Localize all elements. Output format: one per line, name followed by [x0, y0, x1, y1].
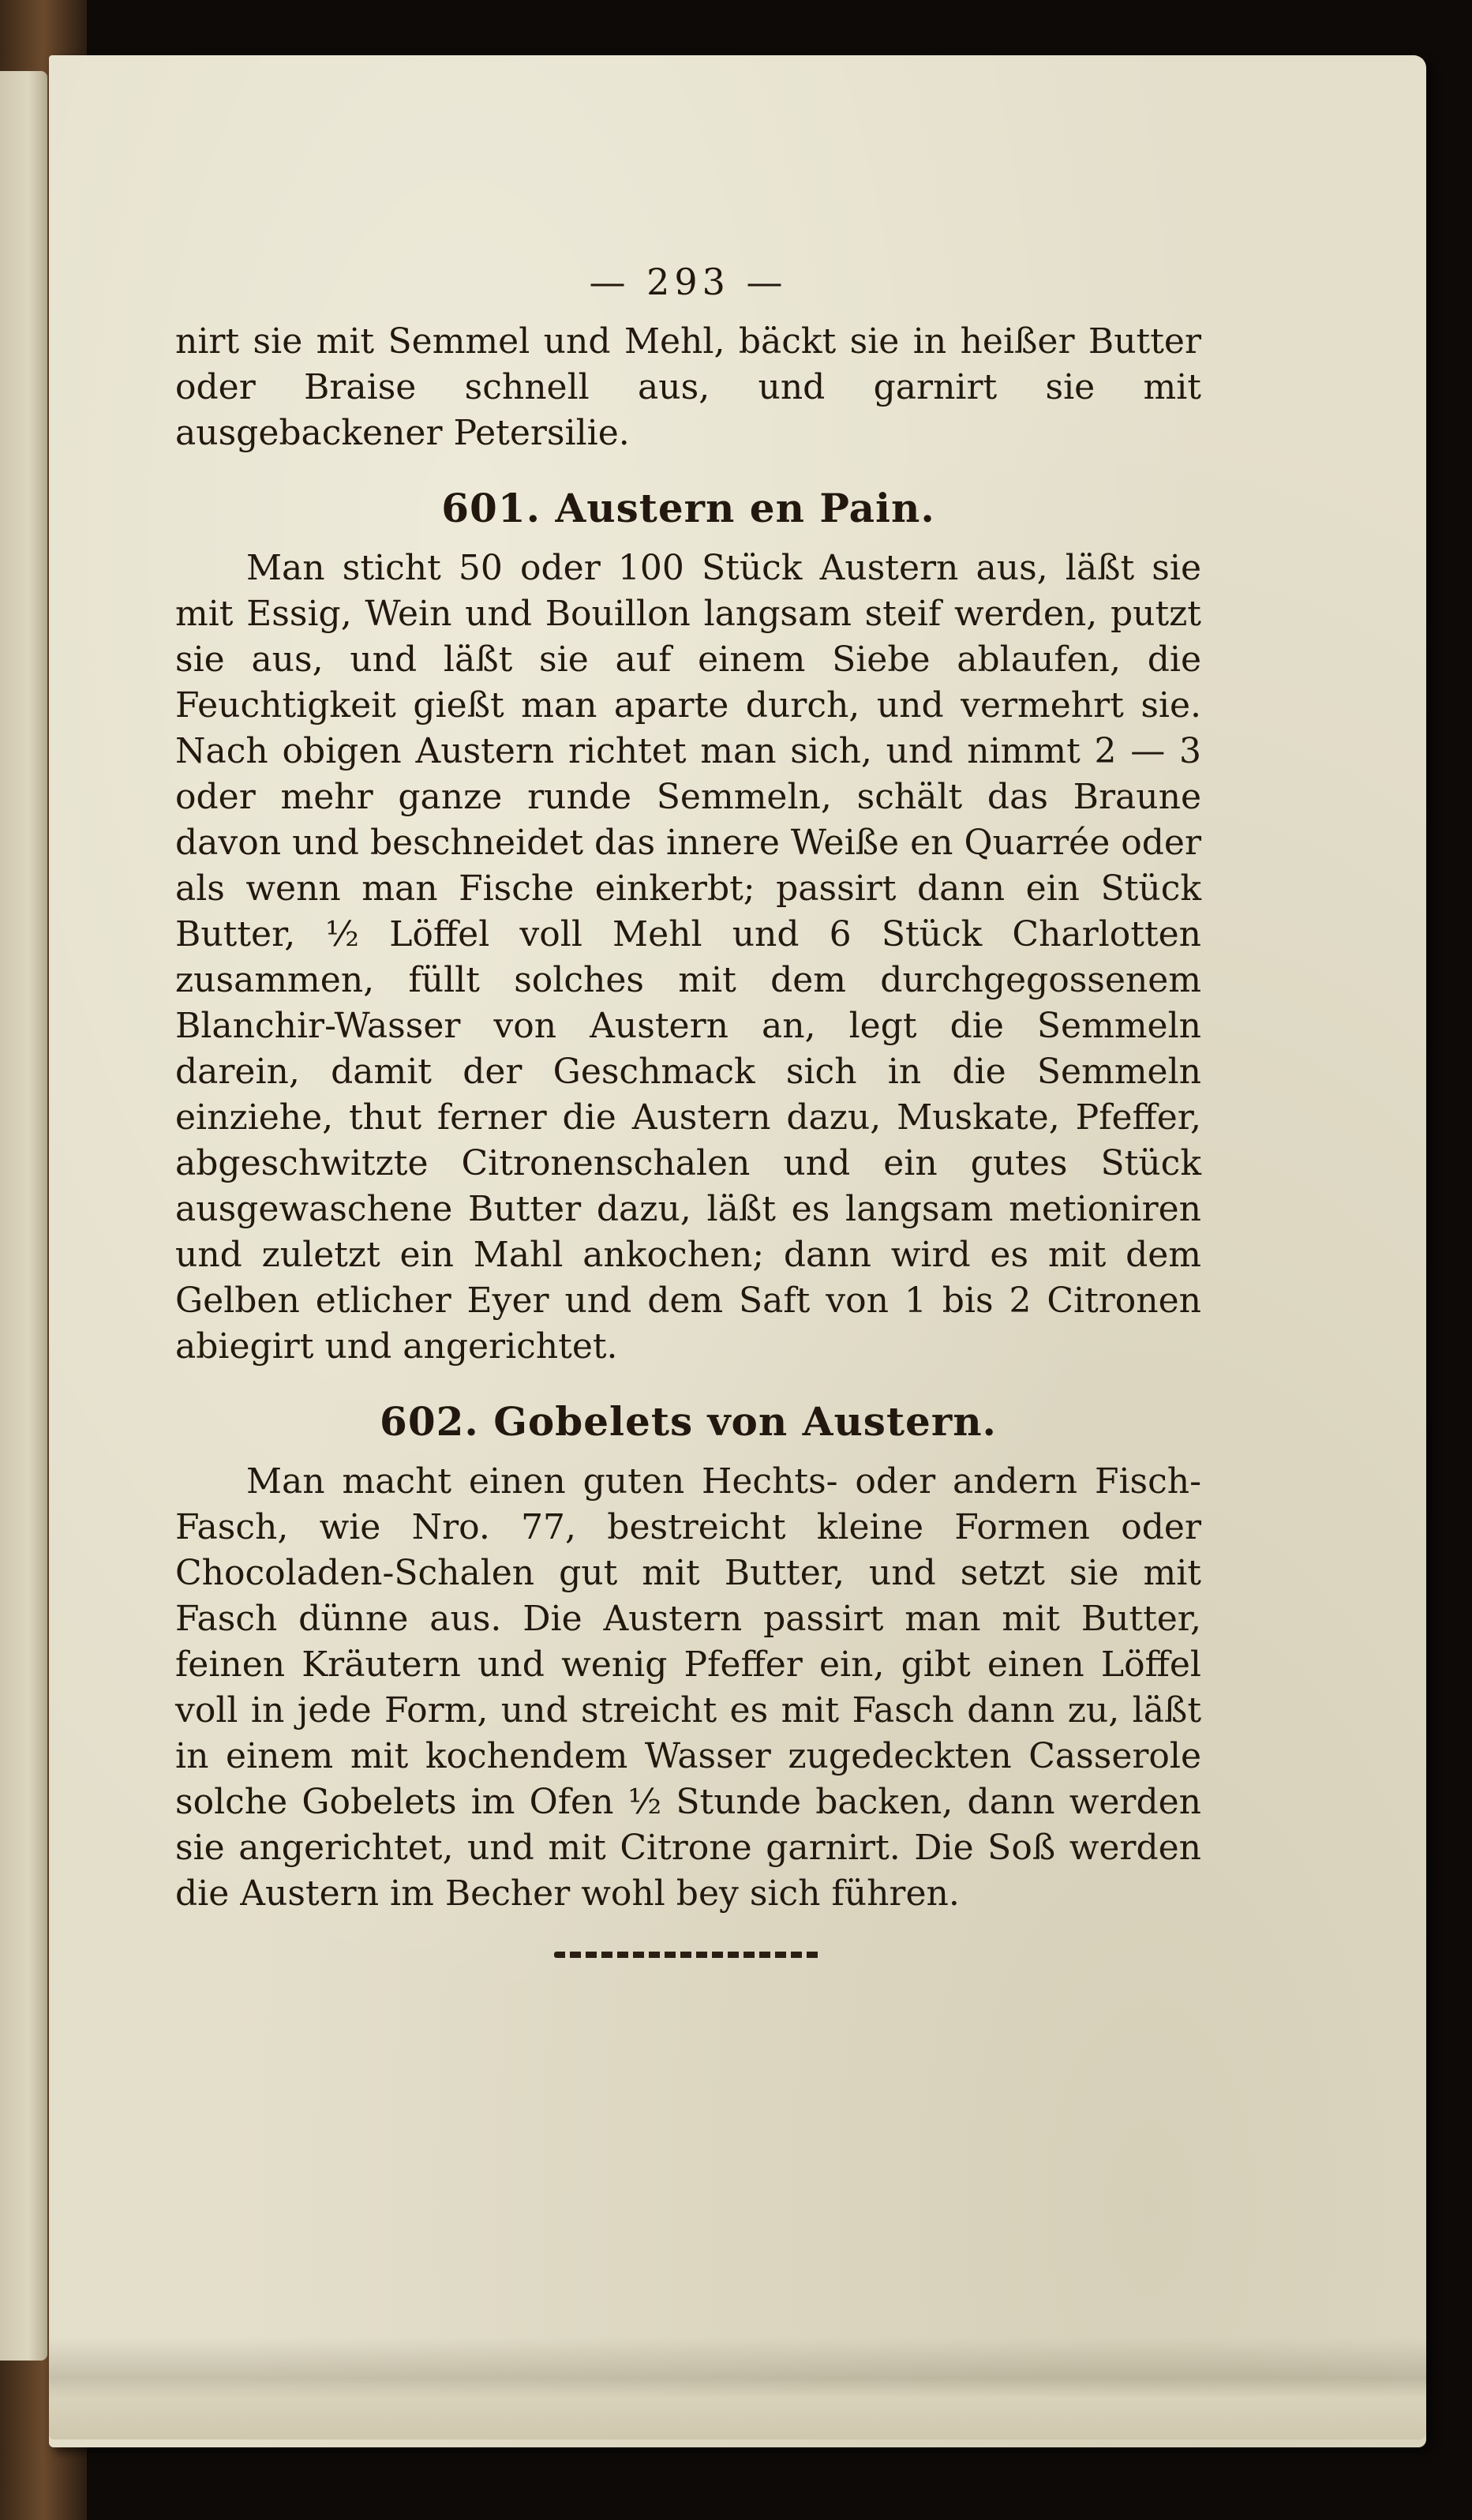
- section-end-rule: [554, 1952, 822, 1958]
- recipe-heading-601: 601. Austern en Pain.: [441, 485, 935, 531]
- page-number: — 293 —: [589, 261, 788, 303]
- book-cover-edge: [0, 71, 47, 2361]
- page-bottom-fold: [49, 2337, 1426, 2439]
- recipe-body-602: Man macht einen guten Hechts- oder andern Fisch-Fasch, wie Nro. 77, bestreicht kleine Formen oder Chocoladen-Schalen gut mit Butter, und setzt sie mit Fasch dünne aus. Die Austern passirt man mit Butter, feinen Kräutern und wenig Pfeffer ein, gibt einen Löffel voll in jede Form, und streicht es mit Fasch dann zu, läßt in einem mit kochendem Wasser zugedeckten Casserole solche Gobelets im Ofen ½ Stunde backen, dann werden sie angerichtet, und mit Citrone garnirt. Die Soß werden die Austern im Becher wohl bey sich führen.: [175, 1461, 1201, 1914]
- recipe-body-601: Man sticht 50 oder 100 Stück Austern aus, läßt sie mit Essig, Wein und Bouillon langsam steif werden, putzt sie aus, und läßt sie auf einem Siebe ablaufen, die Feuchtigkeit gießt man aparte durch, und vermehrt sie. Nach obigen Austern richtet man sich, und nimmt 2 — 3 oder mehr ganze runde Semmeln, schält das Braune davon und beschneidet das innere Weiße en Quarrée oder als wenn man Fische einkerbt; passirt dann ein Stück Butter, ½ Löffel voll Mehl und 6 Stück Charlotten zusammen, füllt solches mit dem durchgegossenem Blanchir-Wasser von Austern an, legt die Semmeln darein, damit der Geschmack sich in die Semmeln einziehe, thut ferner die Austern dazu, Muskate, Pfeffer, abgeschwitzte Citronenschalen und ein gutes Stück ausgewaschene Butter dazu, läßt es langsam metioniren und zuletzt ein Mahl ankochen; dann wird es mit dem Gelben etlicher Eyer und dem Saft von 1 bis 2 Citronen abiegirt und angerichtet.: [175, 548, 1201, 1367]
- intro-paragraph: nirt sie mit Semmel und Mehl, bäckt sie in heißer Butter oder Braise schnell aus, und garnirt sie mit ausgebackener Petersilie.: [175, 321, 1201, 453]
- recipe-heading-602: 602. Gobelets von Austern.: [380, 1398, 997, 1445]
- page-text: [175, 261, 1201, 1958]
